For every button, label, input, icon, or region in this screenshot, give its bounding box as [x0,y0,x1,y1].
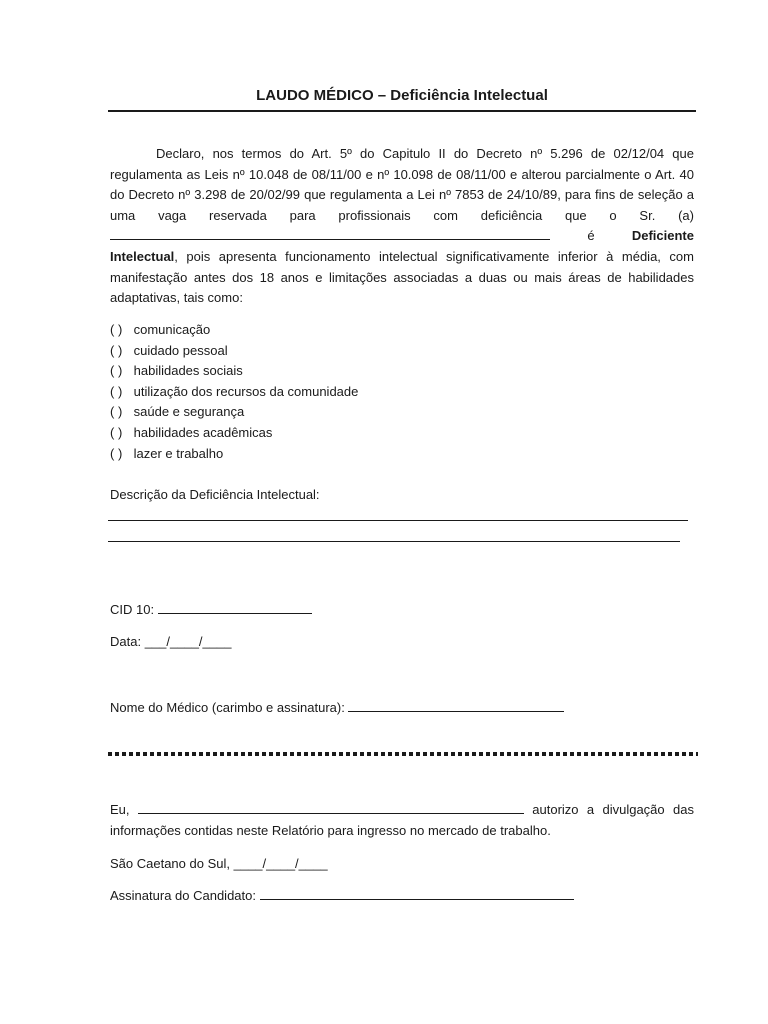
city-date-blank[interactable]: ____/____/____ [233,856,328,871]
declaration-bold-term: Deficiente Intelectual [110,228,694,264]
checkbox-marker[interactable]: ( ) [110,445,123,461]
consent-paragraph [110,800,694,841]
candidate-name-blank[interactable] [110,227,550,240]
date-label: Data: [110,634,142,649]
date-row [110,633,231,651]
checkbox-marker[interactable]: ( ) [110,342,123,358]
adaptive-skills-list [110,320,510,464]
option-label: cuidado pessoal [133,342,228,358]
doctor-row [110,699,564,717]
city-label: São Caetano do Sul, [110,856,230,871]
option-label: habilidades sociais [133,363,243,379]
consent-prefix: Eu, [110,802,130,817]
list-item[interactable] [110,341,510,362]
option-label: lazer e trabalho [133,445,224,461]
description-line-1[interactable] [108,520,688,521]
city-date-row [110,855,328,873]
signature-label: Assinatura do Candidato: [110,888,256,903]
date-blank[interactable]: ___/____/____ [144,634,232,649]
option-label: saúde e segurança [133,404,245,420]
doctor-label: Nome do Médico (carimbo e assinatura): [110,700,345,715]
candidate-signature-row [110,887,574,905]
checkbox-marker[interactable]: ( ) [110,404,123,420]
dotted-separator [108,752,698,756]
checkbox-marker[interactable]: ( ) [110,322,123,337]
option-label: comunicação [133,322,211,337]
cid-label: CID 10: [110,602,155,617]
cid-row [110,601,312,619]
declaration-text-part1: Declaro, nos termos do Art. 5º do Capitulo II do Decreto nº 5.296 de 02/12/04 que regulamenta as Leis nº 10.048 de 08/11/00 e nº 10.098 de 08/11/00 e alterou parcialmente o Art. 40 do Decreto nº 3.298 de 20/02/99 que regulamenta a Lei nº 7853 de 24/10/89, para fins de seleção a uma vaga reservada para profissionais com deficiência que o Sr. (a) [110,146,694,223]
list-item[interactable] [110,320,510,341]
checkbox-marker[interactable]: ( ) [110,424,123,440]
checkbox-marker[interactable]: ( ) [110,363,123,379]
document-title: LAUDO MÉDICO – Deficiência Intelectual [256,87,548,104]
list-item[interactable] [110,423,510,444]
option-label: utilização dos recursos da comunidade [133,383,359,399]
declaration-connector: é [587,228,595,244]
description-label: Descrição da Deficiência Intelectual: [110,487,320,502]
declaration-text-part2: , pois apresenta funcionamento intelectual significativamente inferior à média, com manifestação antes dos 18 anos e limitações associadas a duas ou mais áreas de habilidades adaptativas, tais como: [110,248,694,306]
list-item[interactable] [110,361,510,382]
consent-text: autorizo a divulgação das informações contidas neste Relatório para ingresso no mercado de trabalho. [110,802,694,838]
candidate-signature-blank[interactable] [260,887,574,900]
list-item[interactable] [110,382,510,403]
option-label: habilidades acadêmicas [133,424,273,440]
list-item[interactable] [110,402,510,423]
cid-blank[interactable] [158,601,312,614]
consent-name-blank[interactable] [138,801,524,814]
declaration-paragraph [110,144,694,309]
description-line-2[interactable] [108,541,680,542]
list-item[interactable] [110,444,510,465]
checkbox-marker[interactable]: ( ) [110,383,123,399]
title-underline [108,110,696,112]
doctor-signature-blank[interactable] [348,699,564,712]
